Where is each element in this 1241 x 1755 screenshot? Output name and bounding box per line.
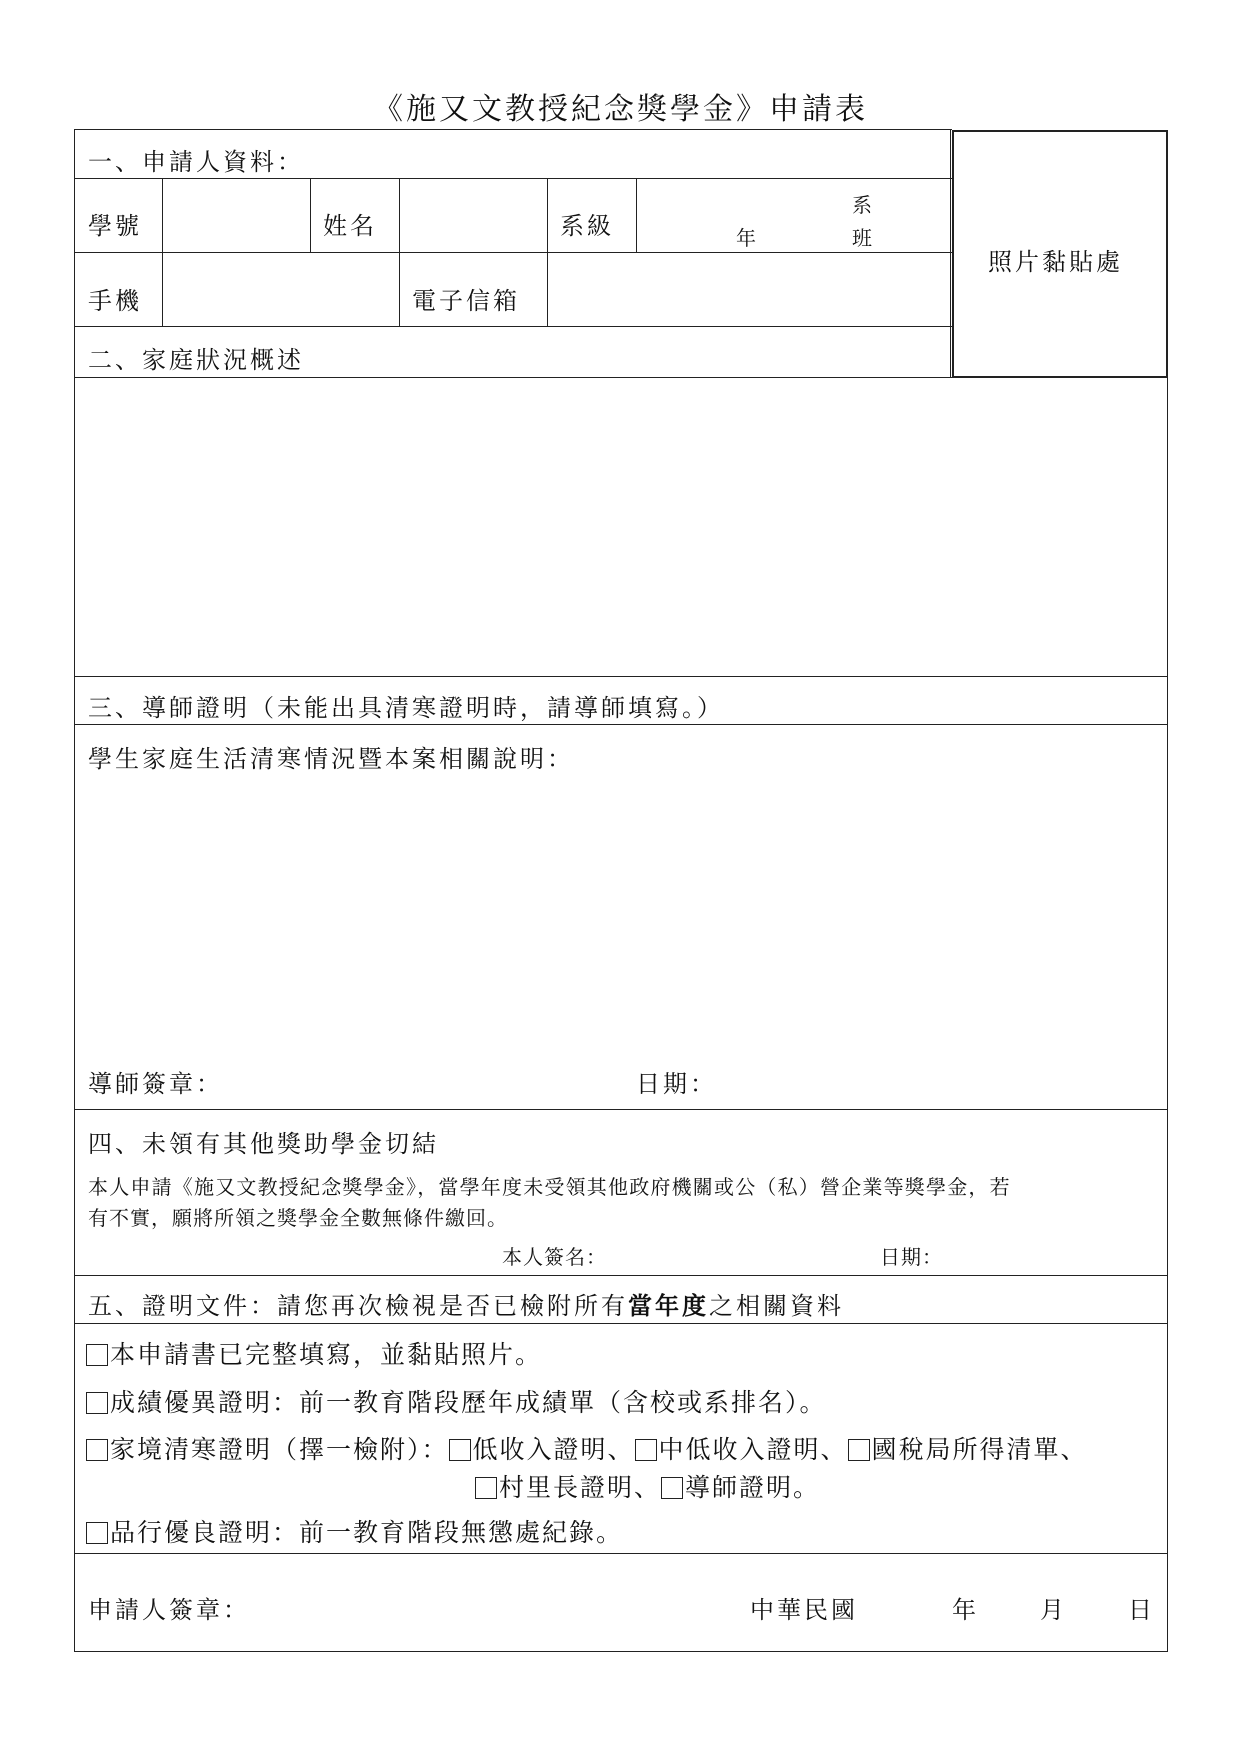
checklist-label: 成績優異證明：前一教育階段歷年成績單（含校或系排名）。 (110, 1388, 827, 1417)
family-status-area[interactable] (76, 379, 1166, 675)
dept-suffix: 系 (852, 193, 873, 217)
mobile-label: 手機 (88, 287, 142, 315)
option-mid-low-income: 中低收入證明、 (658, 1435, 848, 1464)
section4-heading: 四、未領有其他獎助學金切結 (88, 1130, 439, 1158)
teacher-description-label: 學生家庭生活清寒情況暨本案相關說明： (88, 745, 574, 773)
cell-divider-2 (310, 178, 311, 252)
checkbox-application[interactable] (86, 1344, 108, 1366)
table-border-left (74, 129, 75, 1651)
teacher-description-area[interactable] (76, 772, 1166, 1052)
section5-heading-prefix: 五、證明文件：請您再次檢視是否已檢附所有 (88, 1292, 628, 1320)
declaration-line-2: 有不實，願將所領之獎學金全數無條件繳回。 (88, 1206, 508, 1230)
class-suffix: 班 (852, 226, 873, 250)
checklist-item-application (86, 1335, 542, 1371)
declaration-line-1: 本人申請《施又文教授紀念獎學金》，當學年度未受領其他政府機關或公（私）營企業等獎學金，若 (88, 1175, 1011, 1199)
teacher-date-label: 日期： (636, 1070, 717, 1098)
option-teacher-proof: 導師證明。 (685, 1473, 821, 1502)
mobile-field[interactable] (164, 254, 398, 325)
email-label: 電子信箱 (412, 287, 520, 315)
option-village-chief: 村里長證明、 (499, 1473, 662, 1502)
section2-heading: 二、家庭狀況概述 (88, 346, 304, 374)
student-id-label: 學號 (88, 212, 142, 240)
day-label: 日 (1128, 1596, 1155, 1624)
page-title: 《施又文教授紀念獎學金》申請表 (373, 92, 868, 127)
cell-divider-1 (162, 178, 163, 326)
table-border-bottom (74, 1651, 1168, 1652)
checkbox-conduct[interactable] (86, 1522, 108, 1544)
checklist-item-conduct (86, 1513, 623, 1549)
name-label: 姓名 (323, 212, 377, 240)
row-line-6 (74, 724, 1168, 725)
table-border-top (74, 129, 952, 130)
checkbox-poverty[interactable] (86, 1439, 108, 1461)
checkbox-tax-bureau[interactable] (848, 1439, 870, 1461)
checkbox-teacher-proof[interactable] (661, 1477, 683, 1499)
row-line-8 (74, 1275, 1168, 1276)
section1-heading: 一、申請人資料： (88, 148, 304, 176)
row-line-5 (74, 676, 1168, 677)
checkbox-low-income[interactable] (449, 1439, 471, 1461)
row-line-2 (74, 252, 952, 253)
teacher-signature-label: 導師簽章： (88, 1070, 223, 1098)
table-border-right (1167, 377, 1168, 1651)
checkbox-grades[interactable] (86, 1392, 108, 1414)
cell-divider-4 (547, 178, 548, 326)
month-label: 月 (1040, 1596, 1067, 1624)
checkbox-village-chief[interactable] (475, 1477, 497, 1499)
row-line-10 (74, 1553, 1168, 1554)
row-line-1 (74, 178, 952, 179)
applicant-signature-label: 申請人簽章： (88, 1596, 250, 1624)
photo-label: 照片黏貼處 (988, 248, 1123, 276)
row-line-9 (74, 1323, 1168, 1324)
checklist-item-grades (86, 1383, 827, 1419)
photo-column-divider (950, 129, 951, 377)
applicant-sign-date-label: 日期： (880, 1245, 943, 1269)
student-id-field[interactable] (164, 180, 309, 251)
applicant-sign-label: 本人簽名： (502, 1245, 607, 1269)
checklist-label: 本申請書已完整填寫，並黏貼照片。 (110, 1340, 543, 1369)
dept-grade-label: 系級 (560, 212, 614, 240)
checkbox-mid-low-income[interactable] (635, 1439, 657, 1461)
checklist-poverty-continued (475, 1468, 820, 1504)
checklist-label: 家境清寒證明（擇一檢附）： (110, 1435, 449, 1464)
dept-grade-field[interactable] (638, 180, 950, 251)
section5-heading-suffix: 之相關資料 (709, 1292, 844, 1320)
section3-heading: 三、導師證明（未能出具清寒證明時，請導師填寫。） (88, 694, 724, 722)
year-label: 年 (952, 1596, 979, 1624)
row-line-3 (74, 326, 952, 327)
roc-label: 中華民國 (750, 1596, 858, 1624)
row-line-7 (74, 1109, 1168, 1110)
option-low-income: 低收入證明、 (472, 1435, 635, 1464)
checklist-item-poverty (86, 1430, 1088, 1466)
cell-divider-3 (399, 178, 400, 326)
email-field[interactable] (549, 254, 949, 325)
name-field[interactable] (401, 180, 546, 251)
section5-heading-bold: 當年度 (628, 1291, 709, 1320)
checklist-label: 品行優良證明：前一教育階段無懲處紀錄。 (110, 1518, 624, 1547)
section5-heading (88, 1286, 844, 1321)
year-suffix: 年 (736, 226, 757, 250)
option-tax-bureau: 國稅局所得清單、 (871, 1435, 1088, 1464)
cell-divider-5 (636, 178, 637, 252)
